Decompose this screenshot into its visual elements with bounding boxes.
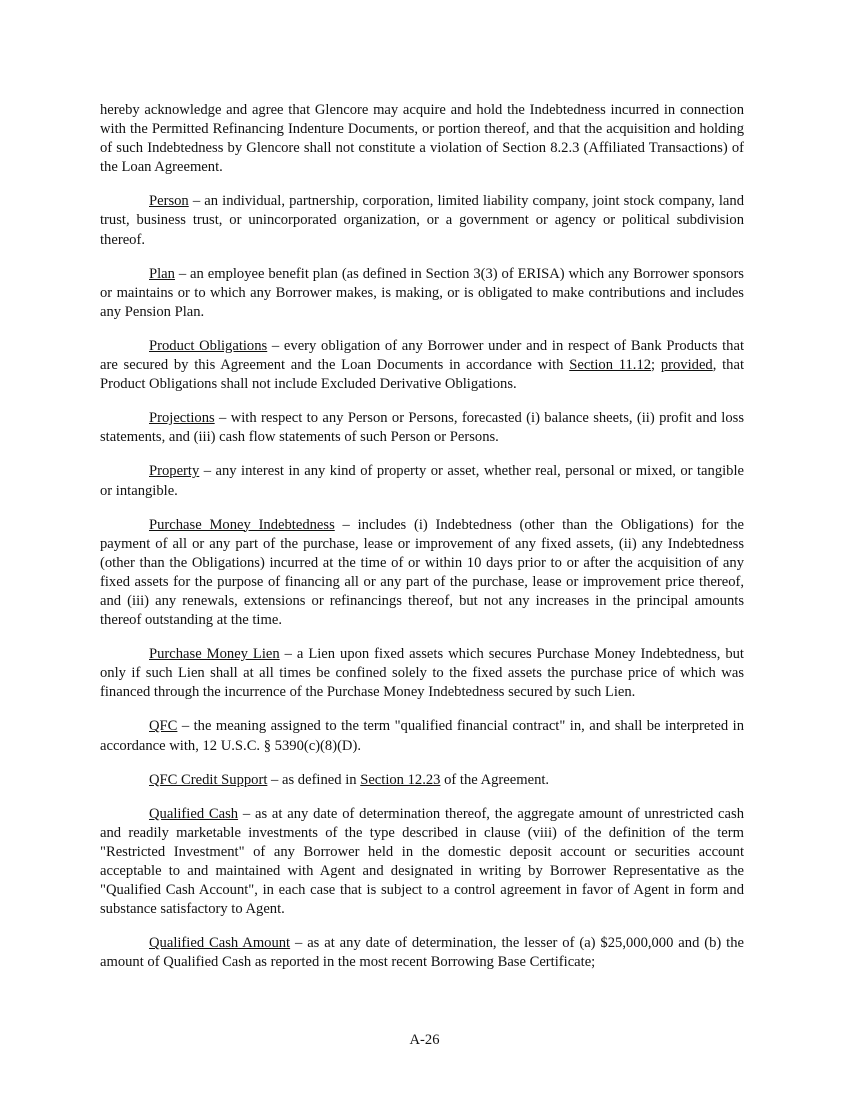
term-qfc-credit-support: QFC Credit Support (149, 771, 268, 788)
definition-qualified-cash-text: – as at any date of determination thereof, the aggregate amount of unrestricted cash and readily marketable investments of the type described in clause (viii) of the definition of the term "Restricted Investment" of any Borrower held in the domestic deposit account or securities account acceptable to and maintained with Agent and designated in writing by Borrower Representative as the "Qualified Cash Account", in each case that is subject to a control agreement in favor of Agent in form and substance satisfactory to Agent. (100, 805, 744, 918)
definition-plan (100, 265, 744, 322)
definition-projections (100, 409, 744, 447)
term-person: Person (149, 193, 189, 210)
section-reference-link[interactable]: Section 12.23 (360, 771, 441, 788)
provided-term: provided (660, 357, 713, 374)
document-body (100, 101, 744, 986)
intro-paragraph: hereby acknowledge and agree that Glencore may acquire and hold the Indebtedness incurred in connection with the Permitted Refinancing Indenture Documents, or portion thereof, and that the acquisition and holding of such Indebtedness by Glencore shall not constitute a violation of Section 8.2.3 (Affiliated Transactions) of the Loan Agreement. (100, 102, 744, 176)
definition-product-obligations-text: – every obligation of any Borrower under and in respect of Bank Products that are secured by this Agreement and the Loan Documents in accordance with (100, 337, 745, 374)
page-number: A-26 (409, 1032, 440, 1048)
term-qualified-cash: Qualified Cash (149, 805, 239, 822)
definition-purchase-money-lien (100, 645, 744, 702)
definition-qfc-text: – the meaning assigned to the term "qualified financial contract" in, and shall be interpreted in accordance with, 12 U.S.C. § 5390(c)(8)(D). (100, 718, 744, 754)
definition-person (100, 192, 744, 249)
term-property: Property (149, 463, 200, 480)
term-product-obligations: Product Obligations (149, 337, 268, 354)
definition-property (100, 462, 744, 500)
separator: ; (651, 357, 661, 374)
definition-purchase-money-lien-text: – a Lien upon fixed assets which secures Purchase Money Indebtedness, but only if such Lien shall at all times be confined solely to the fixed assets the purchase price of which was financed through the incurrence of the Purchase Money Indebtedness secured by such Lien. (100, 646, 744, 701)
definition-qualified-cash (100, 805, 744, 920)
definition-qfc (100, 717, 744, 755)
definition-plan-text: – an employee benefit plan (as defined in Section 3(3) of ERISA) which any Borrower sponsors or maintains or to which any Borrower makes, is making, or is obligated to make contributions and includes any Pension Plan. (100, 265, 744, 320)
definition-qfc-credit-support-text: – as defined in (267, 771, 361, 788)
definition-property-text: – any interest in any kind of property or asset, whether real, personal or mixed, or tangible or intangible. (100, 463, 744, 499)
definition-projections-text: – with respect to any Person or Persons, forecasted (i) balance sheets, (ii) profit and loss statements, and (iii) cash flow statements of such Person or Persons. (100, 410, 744, 446)
section-reference-link[interactable]: Section 11.12 (569, 357, 652, 374)
term-qualified-cash-amount: Qualified Cash Amount (149, 935, 291, 952)
definition-product-obligations (100, 337, 744, 394)
term-qfc: QFC (149, 718, 178, 735)
definition-qualified-cash-amount (100, 934, 744, 972)
definition-product-obligations-text-2: , that Product Obligations shall not include Excluded Derivative Obligations. (100, 357, 745, 393)
definition-person-text: – an individual, partnership, corporation, limited liability company, joint stock company, land trust, business trust, or unincorporated organization, or a government or agency or political subdivision thereof. (100, 193, 744, 248)
term-purchase-money-indebtedness: Purchase Money Indebtedness (149, 516, 335, 533)
term-plan: Plan (149, 265, 175, 282)
definition-purchase-money-indebtedness (100, 516, 744, 631)
definition-qfc-credit-support (100, 771, 744, 790)
term-purchase-money-lien: Purchase Money Lien (149, 646, 280, 663)
definition-qualified-cash-amount-text: – as at any date of determination, the lesser of (a) $25,000,000 and (b) the amount of Qualified Cash as reported in the most recent Borrowing Base Certificate; (100, 935, 744, 971)
definition-purchase-money-indebtedness-text: – includes (i) Indebtedness (other than the Obligations) for the payment of all or any part of the purchase, lease or improvement of any fixed assets, (ii) any Indebtedness (other than the Obligations) incurred at the time of or within 10 days prior to or after the acquisition of any fixed assets for the purpose of financing all or any part of the purchase, lease or improvement price thereof, and (iii) any renewals, extensions or refinancings thereof, but not any increases in the principal amounts thereof outstanding at the time. (100, 516, 744, 629)
term-projections: Projections (149, 410, 215, 427)
definition-qfc-credit-support-text-2: of the Agreement. (440, 771, 550, 788)
